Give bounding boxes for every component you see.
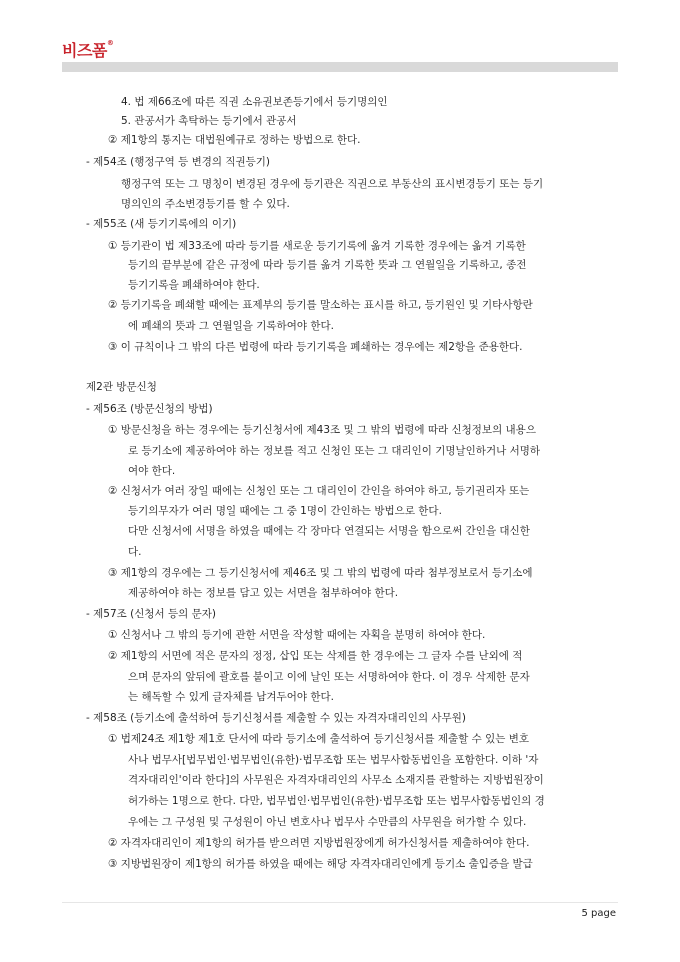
section-heading: 제2관 방문신청 <box>86 381 157 393</box>
text-line: 등기의 끝부분에 같은 규정에 따라 등기를 옮겨 기록한 뜻과 그 연월일을 기록하고, 종전 <box>128 259 527 271</box>
text-line: ① 등기관이 법 제33조에 따라 등기를 새로운 등기기록에 옮겨 기록한 경우에는 옮겨 기록한 <box>108 240 526 252</box>
text-line: ③ 지방법원장이 제1항의 허가를 하였을 때에는 해당 자격자대리인에게 등기소 출입증을 발급 <box>108 858 533 870</box>
text-line: 4. 법 제66조에 따른 직권 소유권보존등기에서 등기명의인 <box>121 96 388 108</box>
text-line: 허가하는 1명으로 한다. 다만, 법무법인·법무법인(유한)·법무조합 또는 법무사합동법인의 경 <box>128 795 545 807</box>
text-line: 등기기록을 폐쇄하여야 한다. <box>128 279 260 291</box>
footer-divider <box>62 902 618 903</box>
text-line: 사나 법무사[법무법인·법무법인(유한)·법무조합 또는 법무사합동법인을 포함한다. 이하 '자 <box>128 754 539 766</box>
text-line: ② 신청서가 여러 장일 때에는 신청인 또는 그 대리인이 간인을 하여야 하고, 등기권리자 또는 <box>108 485 530 497</box>
text-line: ③ 제1항의 경우에는 그 등기신청서에 제46조 및 그 밖의 법령에 따라 첨부정보로서 등기소에 <box>108 567 533 579</box>
page-number: 5 page <box>581 908 616 919</box>
text-line: ① 방문신청을 하는 경우에는 등기신청서에 제43조 및 그 밖의 법령에 따라 신청정보의 내용으 <box>108 424 536 436</box>
text-line: 다만 신청서에 서명을 하였을 때에는 각 장마다 연결되는 서명을 함으로써 간인을 대신한 <box>128 525 530 537</box>
registered-mark: ® <box>106 39 114 47</box>
text-line: 격자대리인'이라 한다]의 사무원은 자격자대리인의 사무소 소재지를 관할하는 지방법원장이 <box>128 774 544 786</box>
text-line: 다. <box>128 546 142 558</box>
text-line: 5. 관공서가 촉탁하는 등기에서 관공서 <box>121 115 297 127</box>
text-line: ② 자격자대리인이 제1항의 허가를 받으려면 지방법원장에게 허가신청서를 제출하여야 한다. <box>108 837 530 849</box>
text-line: ② 제1항의 통지는 대법원예규로 정하는 방법으로 한다. <box>108 134 361 146</box>
text-line: 으며 문자의 앞뒤에 괄호를 붙이고 이에 날인 또는 서명하여야 한다. 이 경우 삭제한 문자 <box>128 671 530 683</box>
text-line: 제공하여야 하는 정보를 담고 있는 서면을 첨부하여야 한다. <box>128 587 399 599</box>
text-line: ③ 이 규칙이나 그 밖의 다른 법령에 따라 등기기록을 폐쇄하는 경우에는 제2항을 준용한다. <box>108 341 523 353</box>
logo-text: 비즈폼 <box>62 41 107 60</box>
text-line: 등기의무자가 여러 명일 때에는 그 중 1명이 간인하는 방법으로 한다. <box>128 505 442 517</box>
text-line: ① 법제24조 제1항 제1호 단서에 따라 등기소에 출석하여 등기신청서를 제출할 수 있는 변호 <box>108 733 530 745</box>
article-heading: - 제56조 (방문신청의 방법) <box>86 403 213 415</box>
text-line: 는 해독할 수 있게 글자체를 남겨두어야 한다. <box>128 691 334 703</box>
text-line: 로 등기소에 제공하여야 하는 정보를 적고 신청인 또는 그 대리인이 기명날인하거나 서명하 <box>128 445 541 457</box>
text-line: 여야 한다. <box>128 465 176 477</box>
article-heading: - 제55조 (새 등기기록에의 이기) <box>86 218 237 230</box>
text-line: 행정구역 또는 그 명칭이 변경된 경우에 등기관은 직권으로 부동산의 표시변경등기 또는 등기 <box>121 178 544 190</box>
text-line: 에 폐쇄의 뜻과 그 연월일을 기록하여야 한다. <box>128 320 334 332</box>
text-line: 우에는 그 구성원 및 구성원이 아닌 변호사나 법무사 수만큼의 사무원을 허가할 수 있다. <box>128 816 527 828</box>
header-bar <box>62 62 618 72</box>
text-line: 명의인의 주소변경등기를 할 수 있다. <box>121 198 290 210</box>
article-heading: - 제54조 (행정구역 등 변경의 직권등기) <box>86 156 271 168</box>
article-heading: - 제57조 (신청서 등의 문자) <box>86 608 216 620</box>
bizforms-logo <box>62 38 113 61</box>
text-line: ② 제1항의 서면에 적은 문자의 정정, 삽입 또는 삭제를 한 경우에는 그 글자 수를 난외에 적 <box>108 650 523 662</box>
article-heading: - 제58조 (등기소에 출석하여 등기신청서를 제출할 수 있는 자격자대리인의 사무원) <box>86 712 466 724</box>
text-line: ① 신청서나 그 밖의 등기에 관한 서면을 작성할 때에는 자획을 분명히 하여야 한다. <box>108 629 486 641</box>
text-line: ② 등기기록을 폐쇄할 때에는 표제부의 등기를 말소하는 표시를 하고, 등기원인 및 기타사항란 <box>108 299 533 311</box>
